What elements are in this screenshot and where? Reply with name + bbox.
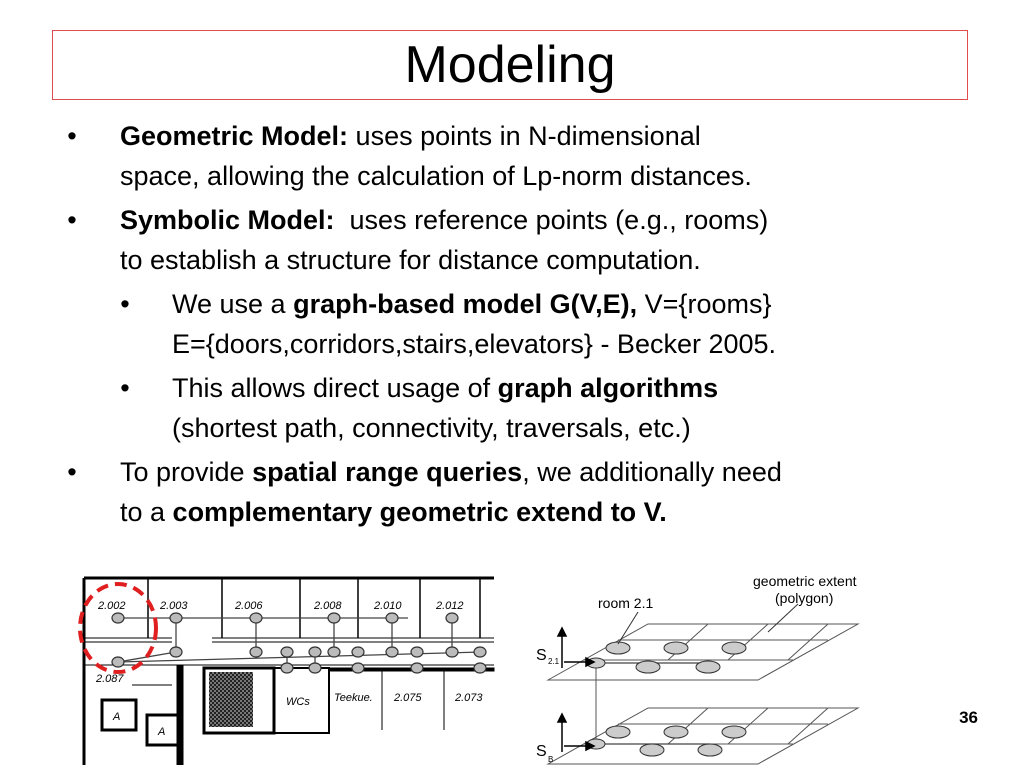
graph-node bbox=[328, 647, 340, 657]
subbullet-graph-algorithms: • This allows direct usage of graph algorithms (shortest path, connectivity, traversals, etc.) bbox=[60, 368, 980, 448]
level-label-upper-sub: 2.1 bbox=[548, 657, 560, 666]
graph-node bbox=[386, 647, 398, 657]
room-label: 2.006 bbox=[235, 600, 263, 612]
floorplan-graph-nodes bbox=[112, 613, 486, 673]
graph-node bbox=[696, 661, 720, 673]
graph-node bbox=[309, 647, 321, 657]
room-label: 2.010 bbox=[374, 600, 402, 612]
page-number: 36 bbox=[959, 708, 978, 727]
graph-node bbox=[722, 726, 746, 738]
graph-node bbox=[698, 744, 722, 756]
graph-node bbox=[309, 663, 321, 673]
bullet-bold: Geometric Model: bbox=[120, 121, 349, 151]
graph-node bbox=[606, 726, 630, 738]
lower-level bbox=[548, 708, 858, 764]
graph-node bbox=[281, 663, 293, 673]
graph-node bbox=[446, 647, 458, 657]
bullet-list bbox=[60, 116, 980, 536]
title-box bbox=[52, 30, 968, 100]
graph-node bbox=[281, 647, 293, 657]
graph-node bbox=[250, 647, 262, 657]
room-label: 2.012 bbox=[436, 600, 464, 612]
graph-node bbox=[474, 647, 486, 657]
label-extent: geometric extent bbox=[753, 573, 857, 589]
room-label: A bbox=[113, 711, 121, 723]
slide-title: Modeling bbox=[404, 36, 616, 94]
graph-node bbox=[170, 613, 182, 623]
graph-node bbox=[386, 613, 398, 623]
graph-3d-figure bbox=[528, 568, 908, 768]
room-label: WCs bbox=[286, 696, 310, 708]
graph-node bbox=[664, 642, 688, 654]
graph-node bbox=[411, 663, 423, 673]
label-extent-2: (polygon) bbox=[775, 590, 834, 606]
room-label: 2.087 bbox=[96, 673, 124, 685]
bullet-dot: • bbox=[67, 457, 77, 487]
label-room: room 2.1 bbox=[598, 595, 654, 611]
graph-node bbox=[352, 647, 364, 657]
bullet-bold: Symbolic Model: bbox=[120, 205, 335, 235]
graph-node bbox=[170, 647, 182, 657]
graph-node bbox=[722, 642, 746, 654]
room-label: Teekue. bbox=[334, 692, 373, 704]
bullet-dot: • bbox=[67, 121, 77, 151]
bullet-geometric-model: • Geometric Model: uses points in N-dimensional space, allowing the calculation of Lp-norm distances. bbox=[60, 116, 980, 196]
bullet-dot: • bbox=[120, 373, 130, 403]
bullet-dot: • bbox=[120, 289, 130, 319]
room-label: 2.008 bbox=[314, 600, 342, 612]
bullet-spatial-range: • To provide spatial range queries, we additionally need to a complementary geometric extend to V. bbox=[60, 452, 980, 532]
subbullet-graph-model: • We use a graph-based model G(V,E), V={rooms} E={doors,corridors,stairs,elevators} - Becker 2005. bbox=[60, 284, 980, 364]
room-label: 2.003 bbox=[160, 600, 188, 612]
bullet-symbolic-model: • Symbolic Model: uses reference points (e.g., rooms) to establish a structure for distance computation. bbox=[60, 200, 980, 280]
elevator-hatch bbox=[209, 672, 253, 727]
graph-node bbox=[446, 613, 458, 623]
graph-node bbox=[474, 663, 486, 673]
graph-node bbox=[112, 613, 124, 623]
graph-node bbox=[640, 744, 664, 756]
room-label: 2.002 bbox=[98, 600, 126, 612]
graph-3d-nodes bbox=[587, 642, 746, 756]
room-label: 2.073 bbox=[455, 692, 483, 704]
room-label: A bbox=[158, 726, 166, 738]
graph-node bbox=[112, 657, 124, 667]
graph-node bbox=[352, 663, 364, 673]
level-label-lower-sub: B bbox=[548, 755, 554, 764]
graph-node bbox=[328, 613, 340, 623]
room-label: 2.075 bbox=[394, 692, 422, 704]
graph-node bbox=[664, 726, 688, 738]
floorplan-figure bbox=[72, 570, 502, 765]
level-arrows bbox=[558, 628, 594, 752]
graph-node bbox=[250, 613, 262, 623]
graph-node bbox=[636, 661, 660, 673]
level-label-upper: S bbox=[536, 647, 547, 664]
bullet-dot: • bbox=[67, 205, 77, 235]
graph-node bbox=[411, 647, 423, 657]
level-label-lower: S bbox=[536, 743, 547, 760]
